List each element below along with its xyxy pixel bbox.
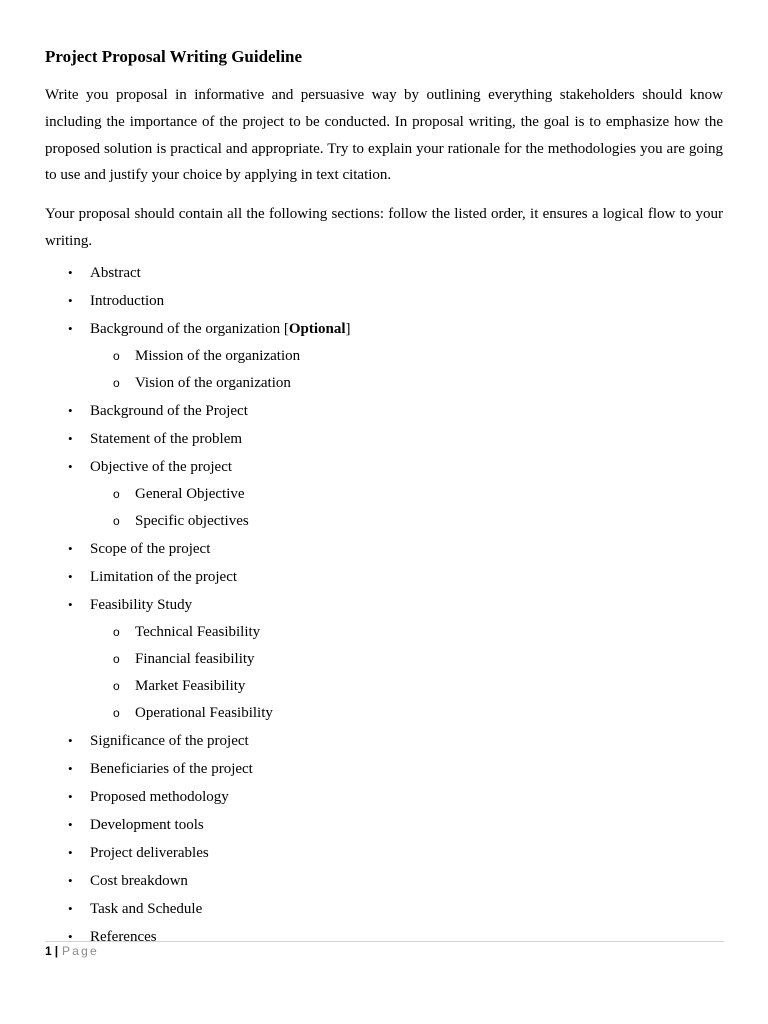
list-item	[45, 843, 723, 863]
list-item	[45, 429, 723, 449]
bullet-icon: •	[68, 540, 73, 556]
sections-intro-paragraph: Your proposal should contain all the following sections: follow the listed order, it ensures a logical flow to your writing.	[45, 206, 723, 249]
sub-list-item-label: Market Feasibility	[135, 677, 246, 694]
circle-bullet-icon: o	[113, 651, 120, 666]
list-item-label: Cost breakdown	[90, 872, 188, 889]
sub-list	[90, 622, 723, 723]
bullet-icon: •	[68, 816, 73, 832]
circle-bullet-icon: o	[113, 348, 120, 363]
list-item	[45, 871, 723, 891]
list-item-label: Introduction	[90, 292, 165, 309]
sub-list-item	[90, 676, 723, 696]
list-item-label: Feasibility Study	[90, 596, 193, 613]
footer-separator: |	[54, 944, 59, 958]
list-item-label: Limitation of the project	[90, 568, 238, 585]
optional-tag: Optional	[288, 320, 346, 337]
list-item	[45, 787, 723, 807]
list-item	[45, 291, 723, 311]
sub-list-item-label: Technical Feasibility	[135, 623, 261, 640]
sub-list-item	[90, 511, 723, 531]
list-item-label: Beneficiaries of the project	[90, 760, 253, 777]
circle-bullet-icon: o	[113, 486, 120, 501]
bullet-icon: •	[68, 900, 73, 916]
sub-list	[90, 346, 723, 393]
list-item-label: Background of the organization [	[90, 320, 289, 337]
circle-bullet-icon: o	[113, 624, 120, 639]
list-item	[45, 899, 723, 919]
circle-bullet-icon: o	[113, 513, 120, 528]
bullet-icon: •	[68, 320, 73, 336]
list-item-label: Objective of the project	[90, 458, 233, 475]
bullet-icon: •	[68, 928, 73, 944]
sub-list-item	[90, 484, 723, 504]
list-item-label: Task and Schedule	[90, 900, 203, 917]
list-item	[45, 263, 723, 283]
list-item	[45, 595, 723, 723]
list-item	[45, 731, 723, 751]
list-item-label: Abstract	[90, 264, 141, 281]
footer-divider	[45, 941, 724, 942]
sections-list	[45, 263, 723, 947]
list-item-suffix: ]	[345, 320, 351, 337]
bullet-icon: •	[68, 430, 73, 446]
list-item	[45, 567, 723, 587]
list-item	[45, 539, 723, 559]
bullet-icon: •	[68, 760, 73, 776]
list-item	[45, 319, 723, 393]
list-item	[45, 401, 723, 421]
bullet-icon: •	[68, 596, 73, 612]
list-item	[45, 457, 723, 531]
bullet-icon: •	[68, 732, 73, 748]
sub-list-item-label: Vision of the organization	[135, 374, 291, 391]
list-item-label: References	[90, 928, 157, 945]
sub-list-item	[90, 346, 723, 366]
bullet-icon: •	[68, 264, 73, 280]
bullet-icon: •	[68, 568, 73, 584]
page-number: 1	[45, 944, 52, 958]
bullet-icon: •	[68, 872, 73, 888]
sub-list-item	[90, 703, 723, 723]
circle-bullet-icon: o	[113, 375, 120, 390]
list-item-label: Proposed methodology	[90, 788, 229, 805]
circle-bullet-icon: o	[113, 705, 120, 720]
bullet-icon: •	[68, 788, 73, 804]
list-item	[45, 815, 723, 835]
sub-list-item-label: Specific objectives	[135, 512, 249, 529]
sub-list-item-label: Financial feasibility	[135, 650, 255, 667]
sub-list-item-label: General Objective	[135, 485, 245, 502]
list-item-label: Development tools	[90, 816, 204, 833]
list-item-label: Background of the Project	[90, 402, 248, 419]
list-item-label: Scope of the project	[90, 540, 211, 557]
document-title: Project Proposal Writing Guideline	[45, 47, 303, 66]
list-item-label: Significance of the project	[90, 732, 249, 749]
bullet-icon: •	[68, 844, 73, 860]
bullet-icon: •	[68, 458, 73, 474]
list-item	[45, 759, 723, 779]
intro-paragraph: Write you proposal in informative and persuasive way by outlining everything stakeholders should know including the importance of the project to be conducted. In proposal writing, the goal is to emphasize how the proposed solution is practical and appropriate. Try to explain your rationale for the methodologies you are going to use and justify your choice by applying in text citation.	[45, 87, 723, 184]
sub-list-item	[90, 373, 723, 393]
sub-list-item	[90, 649, 723, 669]
list-item-label: Statement of the problem	[90, 430, 243, 447]
bullet-icon: •	[68, 402, 73, 418]
sub-list	[90, 484, 723, 531]
circle-bullet-icon: o	[113, 678, 120, 693]
page-body	[45, 44, 723, 947]
sub-list-item	[90, 622, 723, 642]
sub-list-item-label: Operational Feasibility	[135, 704, 273, 721]
list-item	[45, 927, 723, 947]
page-footer	[45, 943, 99, 959]
bullet-icon: •	[68, 292, 73, 308]
sub-list-item-label: Mission of the organization	[135, 347, 301, 364]
page-label: Page	[62, 944, 99, 958]
list-item-label: Project deliverables	[90, 844, 209, 861]
